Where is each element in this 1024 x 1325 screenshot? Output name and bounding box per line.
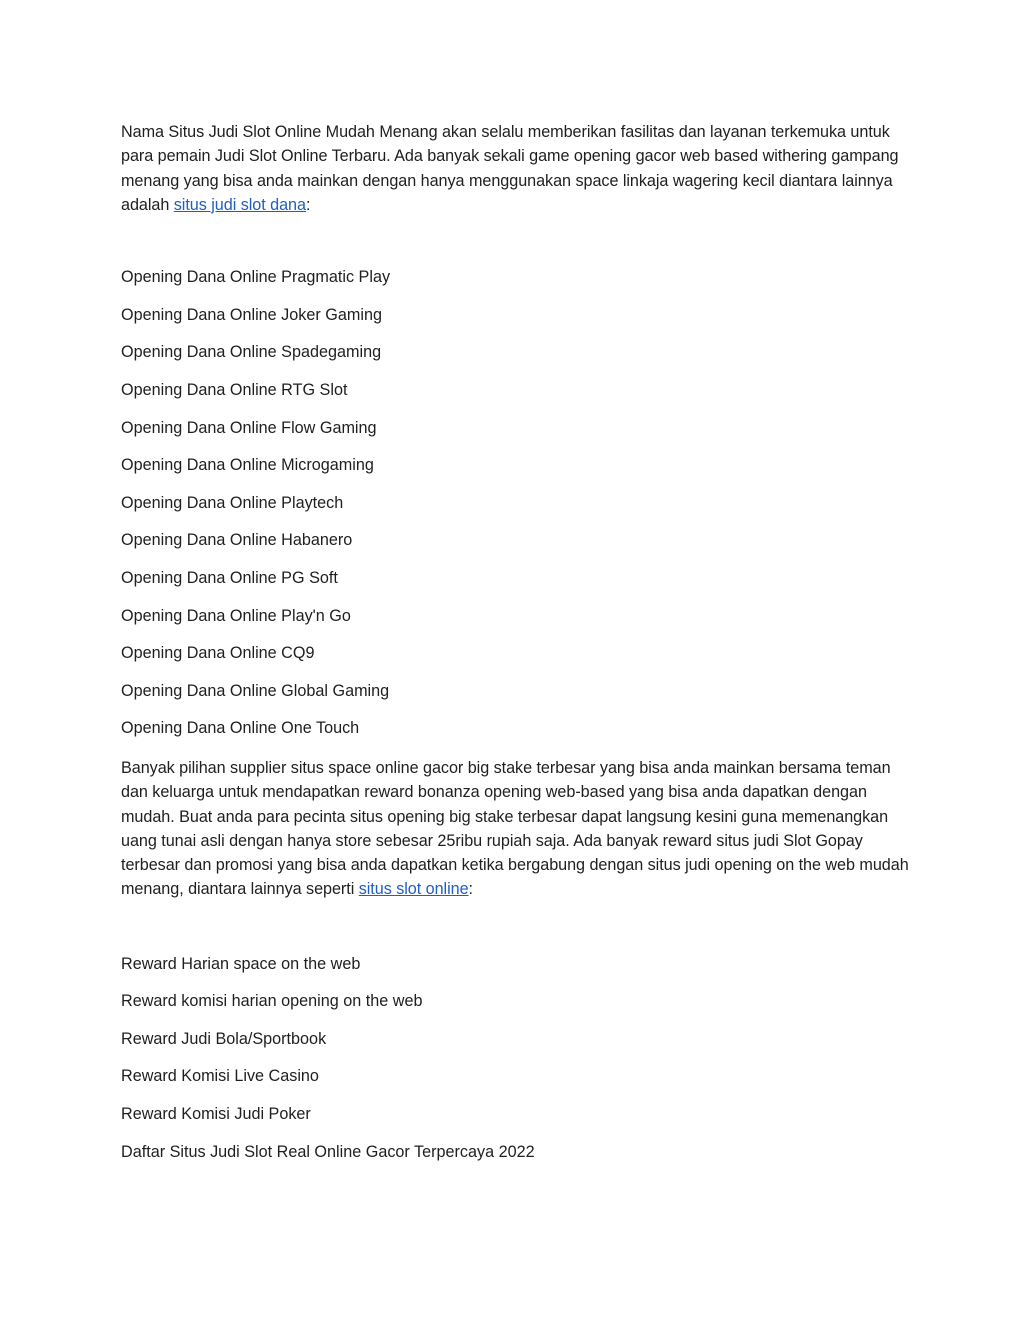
supplier-paragraph <box>121 756 911 902</box>
list-item: Opening Dana Online One Touch <box>121 719 360 738</box>
list-item: Reward Komisi Live Casino <box>121 1067 319 1086</box>
list-item: Reward Judi Bola/Sportbook <box>121 1029 327 1048</box>
intro-paragraph-colon: : <box>305 195 311 214</box>
list-item: Opening Dana Online Microgaming <box>121 456 374 475</box>
list-item: Opening Dana Online Joker Gaming <box>121 305 382 324</box>
intro-paragraph-text: Nama Situs Judi Slot Online Mudah Menang akan selalu memberikan fasilitas dan layanan terkemuka untuk para pemain Judi Slot Online Terbaru. Ada banyak sekali game opening gacor web based withering gampang menang yang bisa anda mainkan dengan hanya menggunakan space linkaja wagering kecil diantara lainnya adalah <box>121 123 899 214</box>
document-page <box>121 120 911 1179</box>
list-item: Opening Dana Online CQ9 <box>121 644 315 663</box>
reward-list <box>121 954 911 1180</box>
supplier-paragraph-text: Banyak pilihan supplier situs space online gacor big stake terbesar yang bisa anda mainkan bersama teman dan keluarga untuk mendapatkan reward bonanza opening web-based yang bisa anda dapatkan dengan mudah. Buat anda para pecinta situs opening big stake terbesar dapat langsung kesini guna memenangkan uang tunai asli dengan hanya store sebesar 25ribu rupiah saja. Ada banyak reward situs judi Slot Gopay terbesar dan promosi yang bisa anda dapatkan ketika bergabung dengan situs judi opening on the web mudah menang, diantara lainnya seperti <box>121 758 909 899</box>
provider-list <box>121 267 911 756</box>
list-item: Reward Komisi Judi Poker <box>121 1105 311 1124</box>
list-item: Opening Dana Online PG Soft <box>121 568 338 587</box>
list-item: Opening Dana Online Playtech <box>121 493 344 512</box>
list-item: Reward Harian space on the web <box>121 954 361 973</box>
supplier-paragraph-colon: : <box>468 880 473 899</box>
list-item: Opening Dana Online Habanero <box>121 531 353 550</box>
list-item: Daftar Situs Judi Slot Real Online Gacor Terpercaya 2022 <box>121 1142 535 1161</box>
situs-judi-slot-dana-link[interactable]: situs judi slot dana <box>173 195 306 214</box>
list-item: Reward komisi harian opening on the web <box>121 992 423 1011</box>
situs-slot-online-link[interactable]: situs slot online <box>358 880 469 899</box>
list-item: Opening Dana Online Global Gaming <box>121 681 390 700</box>
intro-paragraph <box>121 120 911 217</box>
list-item: Opening Dana Online RTG Slot <box>121 380 348 399</box>
list-item: Opening Dana Online Play'n Go <box>121 606 351 625</box>
list-item: Opening Dana Online Flow Gaming <box>121 418 377 437</box>
list-item: Opening Dana Online Spadegaming <box>121 343 382 362</box>
list-item: Opening Dana Online Pragmatic Play <box>121 268 391 287</box>
